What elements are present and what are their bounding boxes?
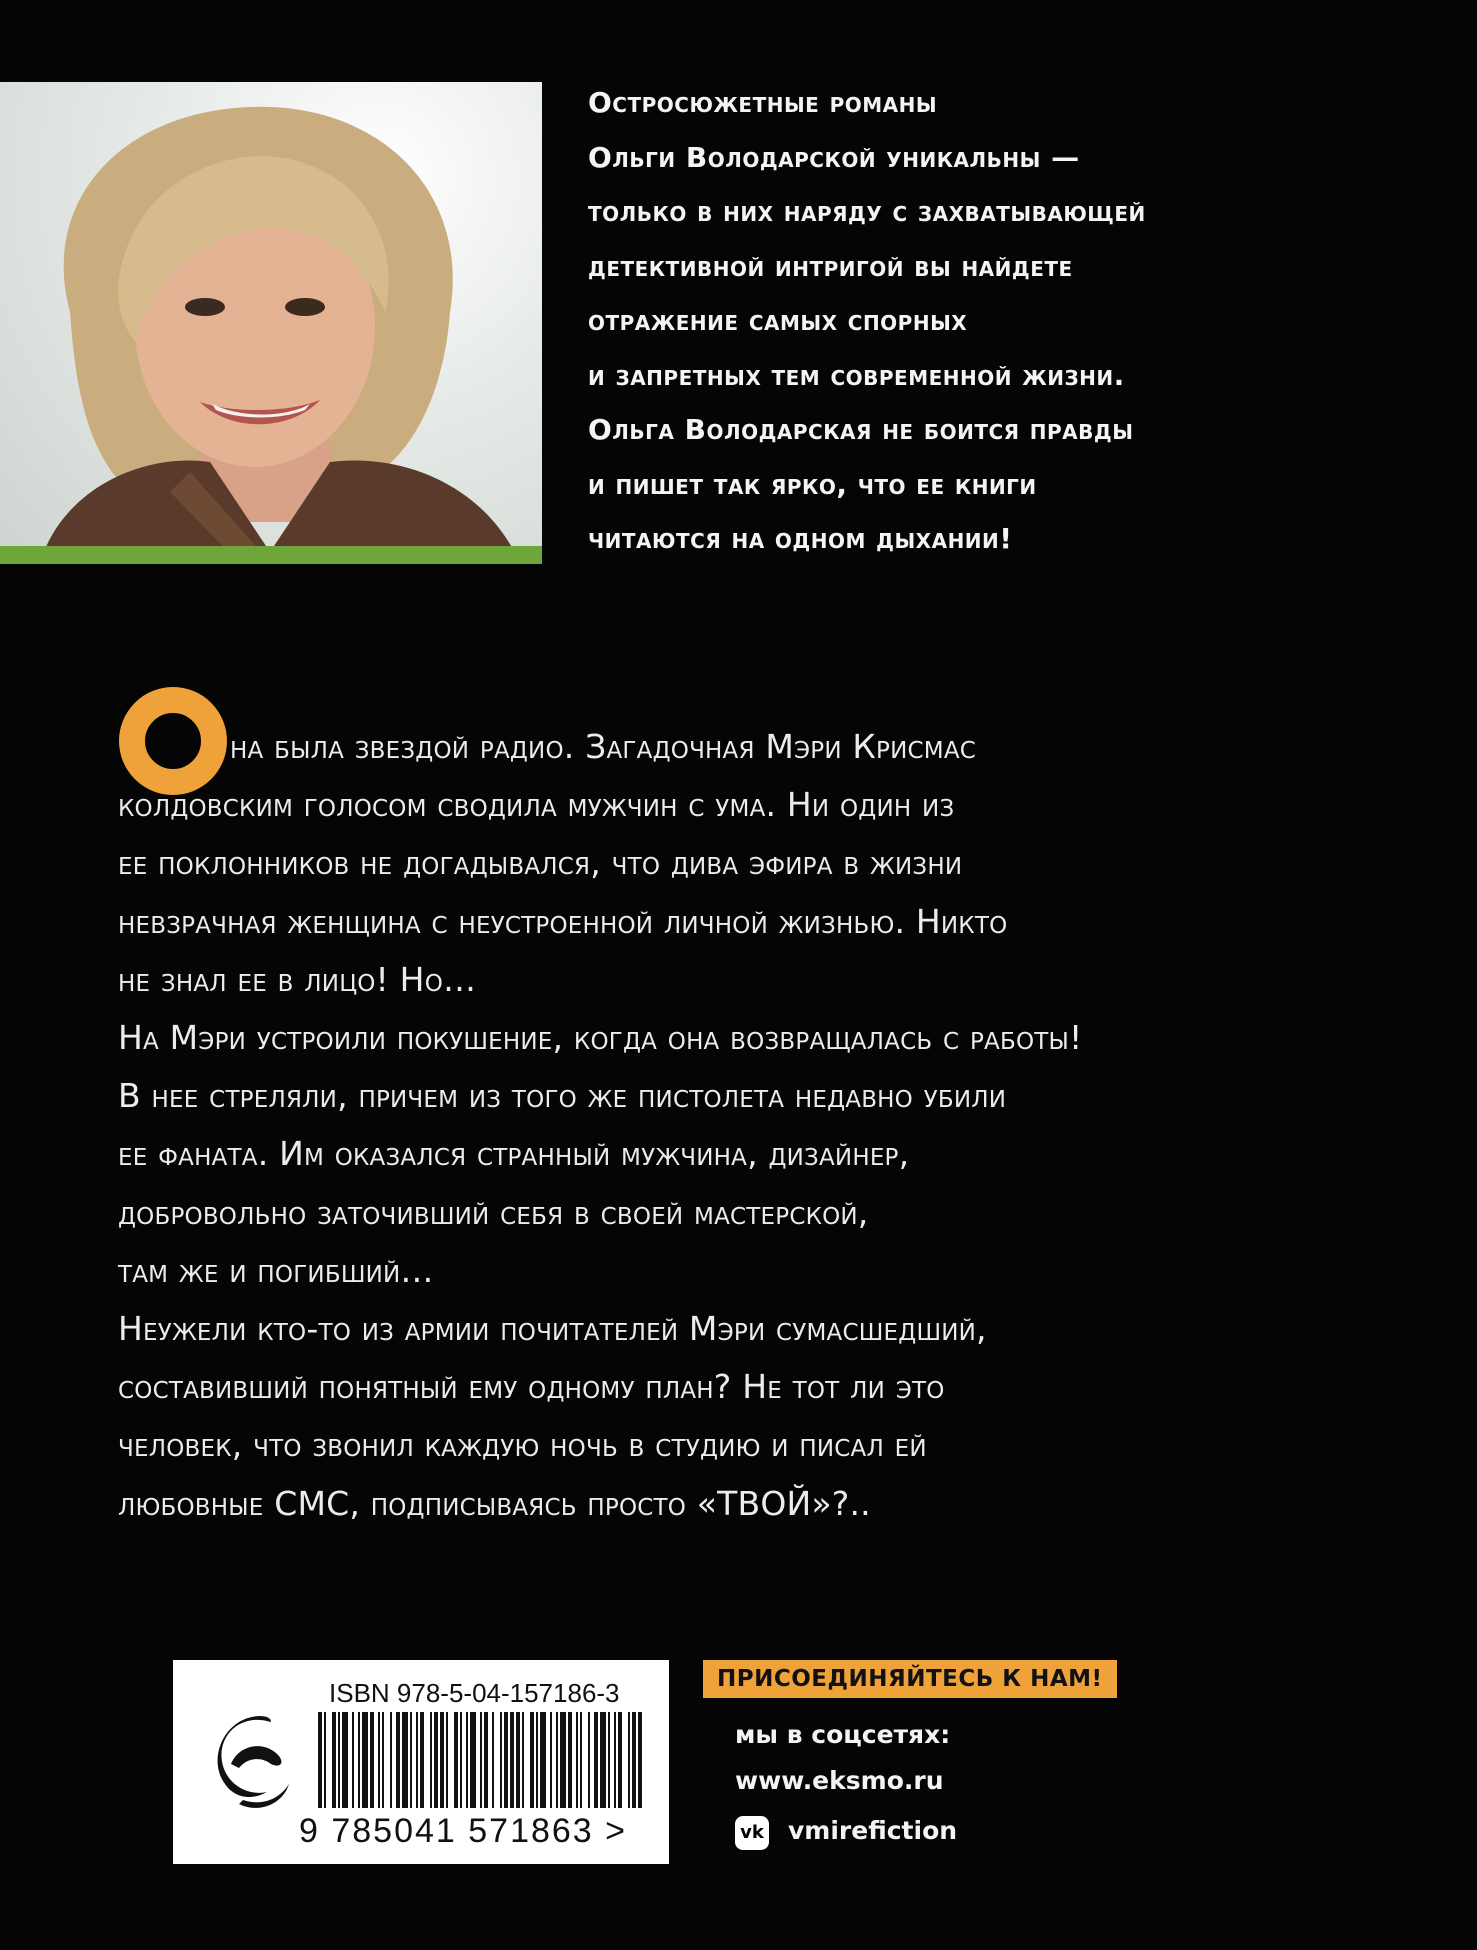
description-line: добровольно заточивший себя в своей мастерской, xyxy=(118,1192,869,1232)
description-line: На Мэри устроили покушение, когда она возвращалась с работы! xyxy=(118,1018,1083,1058)
description-line: там же и погибший… xyxy=(118,1250,434,1290)
barcode-digits: 9 785041 571863 > xyxy=(299,1812,628,1850)
description-line: ее поклонников не догадывался, что дива эфира в жизни xyxy=(118,843,963,883)
blurb-line: детективной интригой вы найдете xyxy=(588,249,1073,283)
author-portrait xyxy=(0,82,542,564)
barcode-box xyxy=(173,1660,669,1864)
blurb-line: отражение самых спорных xyxy=(588,304,968,337)
description-line: человек, что звонил каждую ночь в студию и писал ей xyxy=(118,1425,927,1465)
vk-link[interactable]: vmirefiction xyxy=(788,1816,958,1845)
website-link[interactable]: www.eksmo.ru xyxy=(735,1766,944,1795)
description-line: составивший понятный ему одному план? Не тот ли это xyxy=(118,1367,945,1407)
social-label: мы в соцсетях: xyxy=(735,1720,951,1749)
publisher-logo-icon xyxy=(209,1704,295,1824)
isbn-text: ISBN 978-5-04-157186-3 xyxy=(329,1678,620,1708)
book-description xyxy=(118,718,1368,1533)
description-line: колдовским голосом сводила мужчин с ума. Ни один из xyxy=(118,785,955,825)
description-line: Неужели кто-то из армии почитателей Мэри сумасшедший, xyxy=(118,1309,987,1349)
join-us-banner: ПРИСОЕДИНЯЙТЕСЬ К НАМ! xyxy=(703,1660,1117,1698)
description-line: любовные СМС, подписываясь просто «ТВОЙ»?.. xyxy=(118,1483,871,1523)
photo-green-stripe xyxy=(0,546,542,564)
description-line: не знал ее в лицо! Но… xyxy=(118,959,477,999)
description-line: на была звездой радио. Загадочная Мэри Крисмас xyxy=(230,727,977,766)
blurb-line: Остросюжетные романы xyxy=(588,86,938,119)
author-blurb xyxy=(588,76,1308,567)
author-photo xyxy=(0,82,542,564)
blurb-line: Ольги Володарской уникальны — xyxy=(588,140,1080,174)
barcode-bars xyxy=(318,1712,648,1808)
description-line: В нее стреляли, причем из того же пистолета недавно убили xyxy=(118,1076,1007,1116)
description-line: ее фаната. Им оказался странный мужчина, дизайнер, xyxy=(118,1134,910,1174)
blurb-line: Ольга Володарская не боится правды xyxy=(588,413,1134,446)
blurb-line: только в них наряду с захватывающей xyxy=(588,195,1146,228)
blurb-line: и запретных тем современной жизни. xyxy=(588,358,1125,392)
description-line: невзрачная женщина с неустроенной личной жизнью. Никто xyxy=(118,901,1008,941)
blurb-line: и пишет так ярко, что ее книги xyxy=(588,467,1037,501)
vk-icon: vk xyxy=(735,1816,769,1850)
blurb-line: читаются на одном дыхании! xyxy=(588,522,1013,555)
